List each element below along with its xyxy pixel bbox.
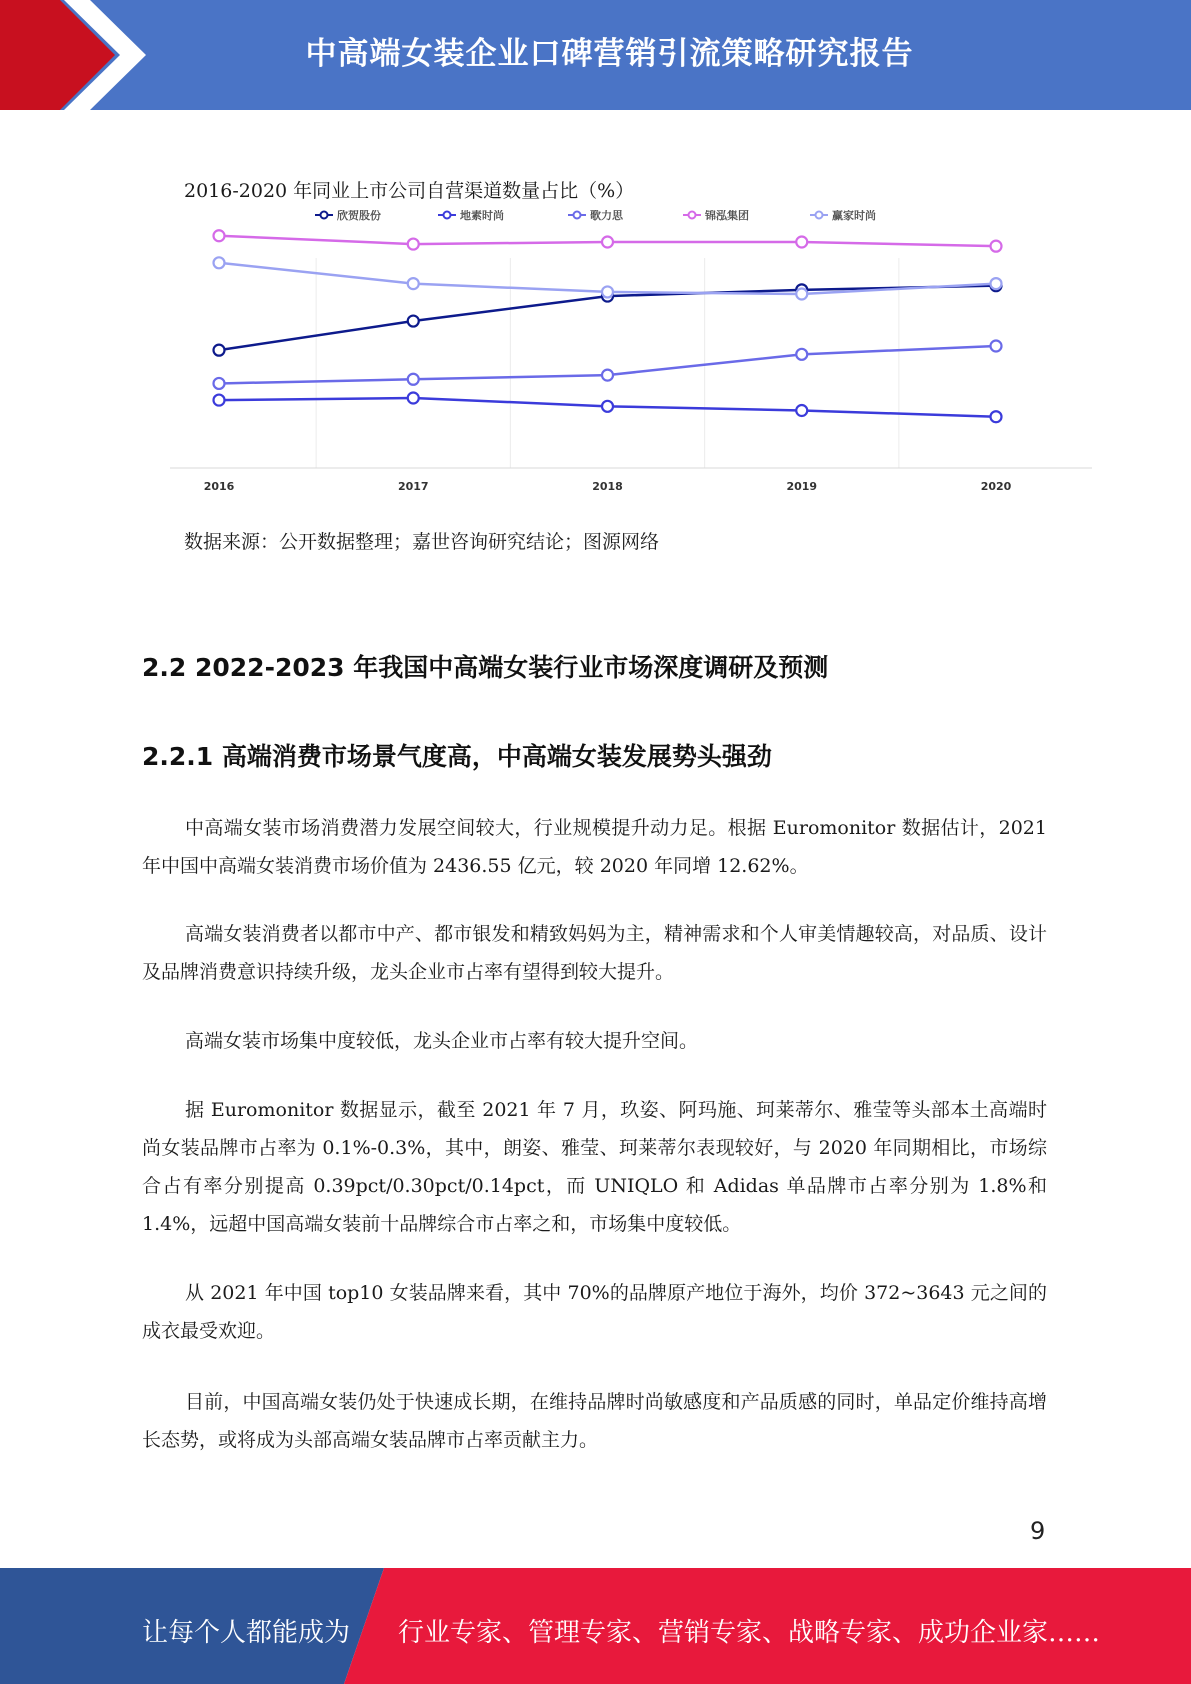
data-point [796, 289, 807, 300]
legend-marker [444, 212, 451, 219]
chart-caption: 2016-2020 年同业上市公司自营渠道数量占比（%） [184, 180, 635, 202]
data-point [602, 370, 613, 381]
subsection-heading: 2.2.1 高端消费市场景气度高，中高端女装发展势头强劲 [142, 742, 772, 771]
data-point [602, 401, 613, 412]
x-tick-label: 2017 [397, 480, 429, 493]
page-header [0, 0, 1191, 110]
data-point [602, 237, 613, 248]
legend-item [438, 210, 504, 222]
data-point [408, 374, 419, 385]
data-point [991, 278, 1002, 289]
legend-label: 歌力思 [590, 210, 623, 222]
data-point [214, 378, 225, 389]
line-chart-svg [170, 210, 1100, 500]
paragraph: 目前，中国高端女装仍处于快速成长期，在维持品牌时尚敏感度和产品质感的同时，单品定价维持高增长态势，或将成为头部高端女装品牌市占率贡献主力。 [142, 1391, 1047, 1451]
data-point [214, 230, 225, 241]
data-point [214, 345, 225, 356]
legend-marker [689, 212, 696, 219]
chart-legend [315, 210, 876, 222]
legend-marker [574, 212, 581, 219]
report-title: 中高端女装企业口碑营销引流策略研究报告 [305, 36, 914, 72]
paragraph: 高端女装市场集中度较低，龙头企业市占率有较大提升空间。 [185, 1030, 699, 1052]
data-point [991, 241, 1002, 252]
legend-label: 欣贺股份 [337, 210, 381, 222]
line-chart [170, 210, 1100, 500]
footer-slogan-right: 行业专家、管理专家、营销专家、战略专家、成功企业家…… [398, 1618, 1101, 1648]
paragraph: 从 2021 年中国 top10 女装品牌来看，其中 70%的品牌原产地位于海外，均价 372~3643 元之间的成衣最受欢迎。 [142, 1282, 1047, 1342]
legend-item [315, 210, 381, 222]
data-point [991, 341, 1002, 352]
x-tick-label: 2018 [592, 480, 623, 493]
chart-gridlines [170, 258, 1092, 468]
data-point [408, 239, 419, 250]
legend-item [568, 210, 624, 222]
data-point [408, 393, 419, 404]
legend-item [810, 210, 876, 222]
x-tick-label: 2016 [203, 480, 235, 493]
data-source-note: 数据来源：公开数据整理；嘉世咨询研究结论；图源网络 [184, 531, 660, 553]
series-歌力思 [214, 341, 1002, 389]
data-point [408, 278, 419, 289]
page-number: 9 [1030, 1517, 1046, 1545]
series-锦泓集团 [214, 230, 1002, 251]
series-地素时尚 [214, 393, 1002, 423]
paragraph: 据 Euromonitor 数据显示，截至 2021 年 7 月，玖姿、阿玛施、珂莱蒂尔、雅莹等头部本土高端时尚女装品牌市占率为 0.1%-0.3%，其中，朗姿、雅莹、珂莱蒂尔表现较好，与 2020 年同期相比，市场综合占有率分别提高 0.39pct/0.30pct/0.14pct，而 UNIQLO 和 Adidas 单品牌市占率分别为 1.8%和 1.4%，远超中国高端女装前十品牌综合市占率之和，市场集中度较低。 [142, 1099, 1047, 1235]
section-heading: 2.2 2022-2023 年我国中高端女装行业市场深度调研及预测 [142, 653, 829, 682]
x-axis-ticks [204, 480, 1012, 493]
data-point [991, 411, 1002, 422]
legend-item [683, 210, 749, 222]
data-point [796, 237, 807, 248]
data-point [214, 395, 225, 406]
footer-slogan-left: 让每个人都能成为 [142, 1618, 351, 1648]
legend-marker [321, 212, 328, 219]
series-赢家时尚 [214, 257, 1002, 299]
legend-label: 赢家时尚 [832, 210, 876, 222]
data-point [602, 286, 613, 297]
data-point [408, 316, 419, 327]
page-footer [0, 1568, 1191, 1684]
x-tick-label: 2020 [980, 480, 1012, 493]
legend-label: 锦泓集团 [705, 210, 749, 222]
data-point [796, 349, 807, 360]
x-tick-label: 2019 [786, 480, 818, 493]
data-point [796, 405, 807, 416]
paragraph: 中高端女装市场消费潜力发展空间较大，行业规模提升动力足。根据 Euromonitor 数据估计，2021 年中国中高端女装消费市场价值为 2436.55 亿元，较 2020 年同增 12.62%。 [142, 817, 1047, 877]
data-point [214, 257, 225, 268]
legend-marker [816, 212, 823, 219]
paragraph: 高端女装消费者以都市中产、都市银发和精致妈妈为主，精神需求和个人审美情趣较高，对品质、设计及品牌消费意识持续升级，龙头企业市占率有望得到较大提升。 [142, 923, 1047, 983]
legend-label: 地素时尚 [460, 210, 504, 222]
